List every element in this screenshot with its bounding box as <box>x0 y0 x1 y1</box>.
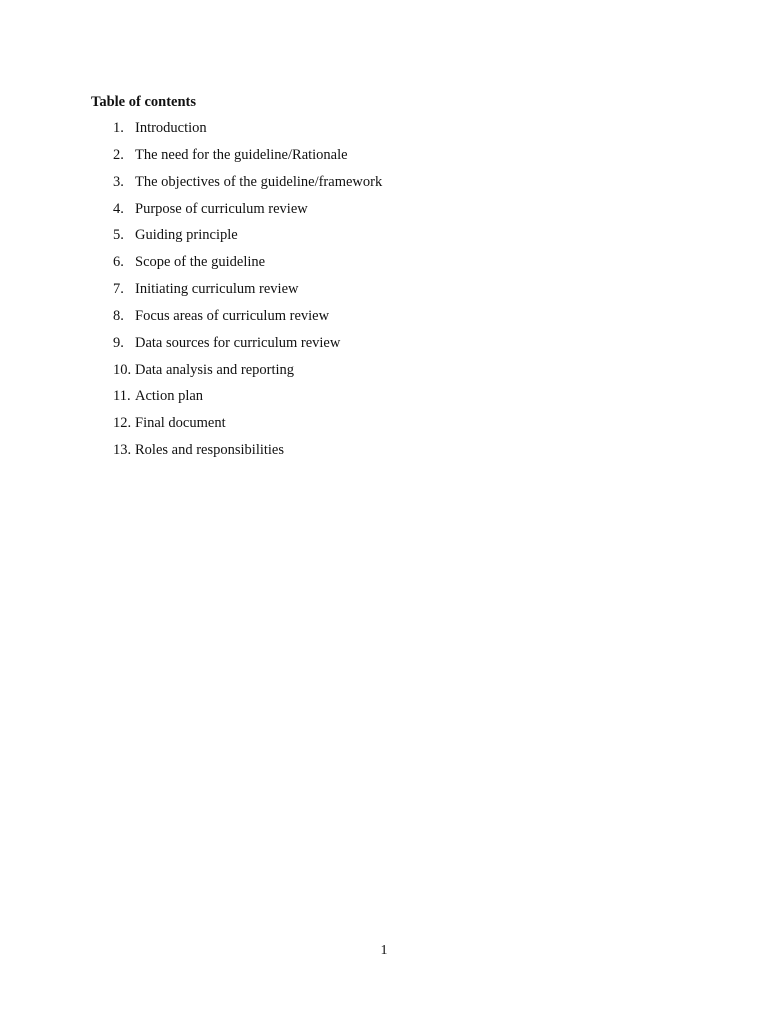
toc-item-title: The objectives of the guideline/framework <box>135 173 383 190</box>
toc-item-title: The need for the guideline/Rationale <box>135 146 348 163</box>
toc-item-title: Data sources for curriculum review <box>135 334 341 351</box>
toc-item-number: 13. <box>113 442 132 459</box>
toc-item-title: Focus areas of curriculum review <box>135 307 330 324</box>
toc-item-number: 9. <box>113 334 124 351</box>
toc-item-title: Scope of the guideline <box>135 254 266 271</box>
toc-item-title: Roles and responsibilities <box>135 442 285 459</box>
toc-item-number: 1. <box>113 120 124 136</box>
toc-item-number: 11. <box>113 388 131 405</box>
toc-item-number: 12. <box>113 415 132 432</box>
toc-item-title: Final document <box>135 415 226 432</box>
toc-item-title: Introduction <box>135 120 207 136</box>
toc-item-number: 7. <box>113 281 124 298</box>
toc-item-title: Action plan <box>135 388 204 405</box>
toc-item-number: 10. <box>113 361 132 378</box>
toc-item-number: 3. <box>113 173 124 190</box>
toc-item-number: 8. <box>113 307 124 324</box>
toc-item-title: Data analysis and reporting <box>135 361 295 378</box>
toc-heading: Table of contents <box>91 94 196 110</box>
toc-item-number: 4. <box>113 200 124 217</box>
toc-item-number: 2. <box>113 146 124 163</box>
toc-item-title: Initiating curriculum review <box>135 281 299 298</box>
toc-item-number: 6. <box>113 254 124 271</box>
toc-item-title: Guiding principle <box>135 227 238 244</box>
toc-item-title: Purpose of curriculum review <box>135 200 308 217</box>
toc-item-number: 5. <box>113 227 124 244</box>
page-number: 1 <box>380 943 388 958</box>
